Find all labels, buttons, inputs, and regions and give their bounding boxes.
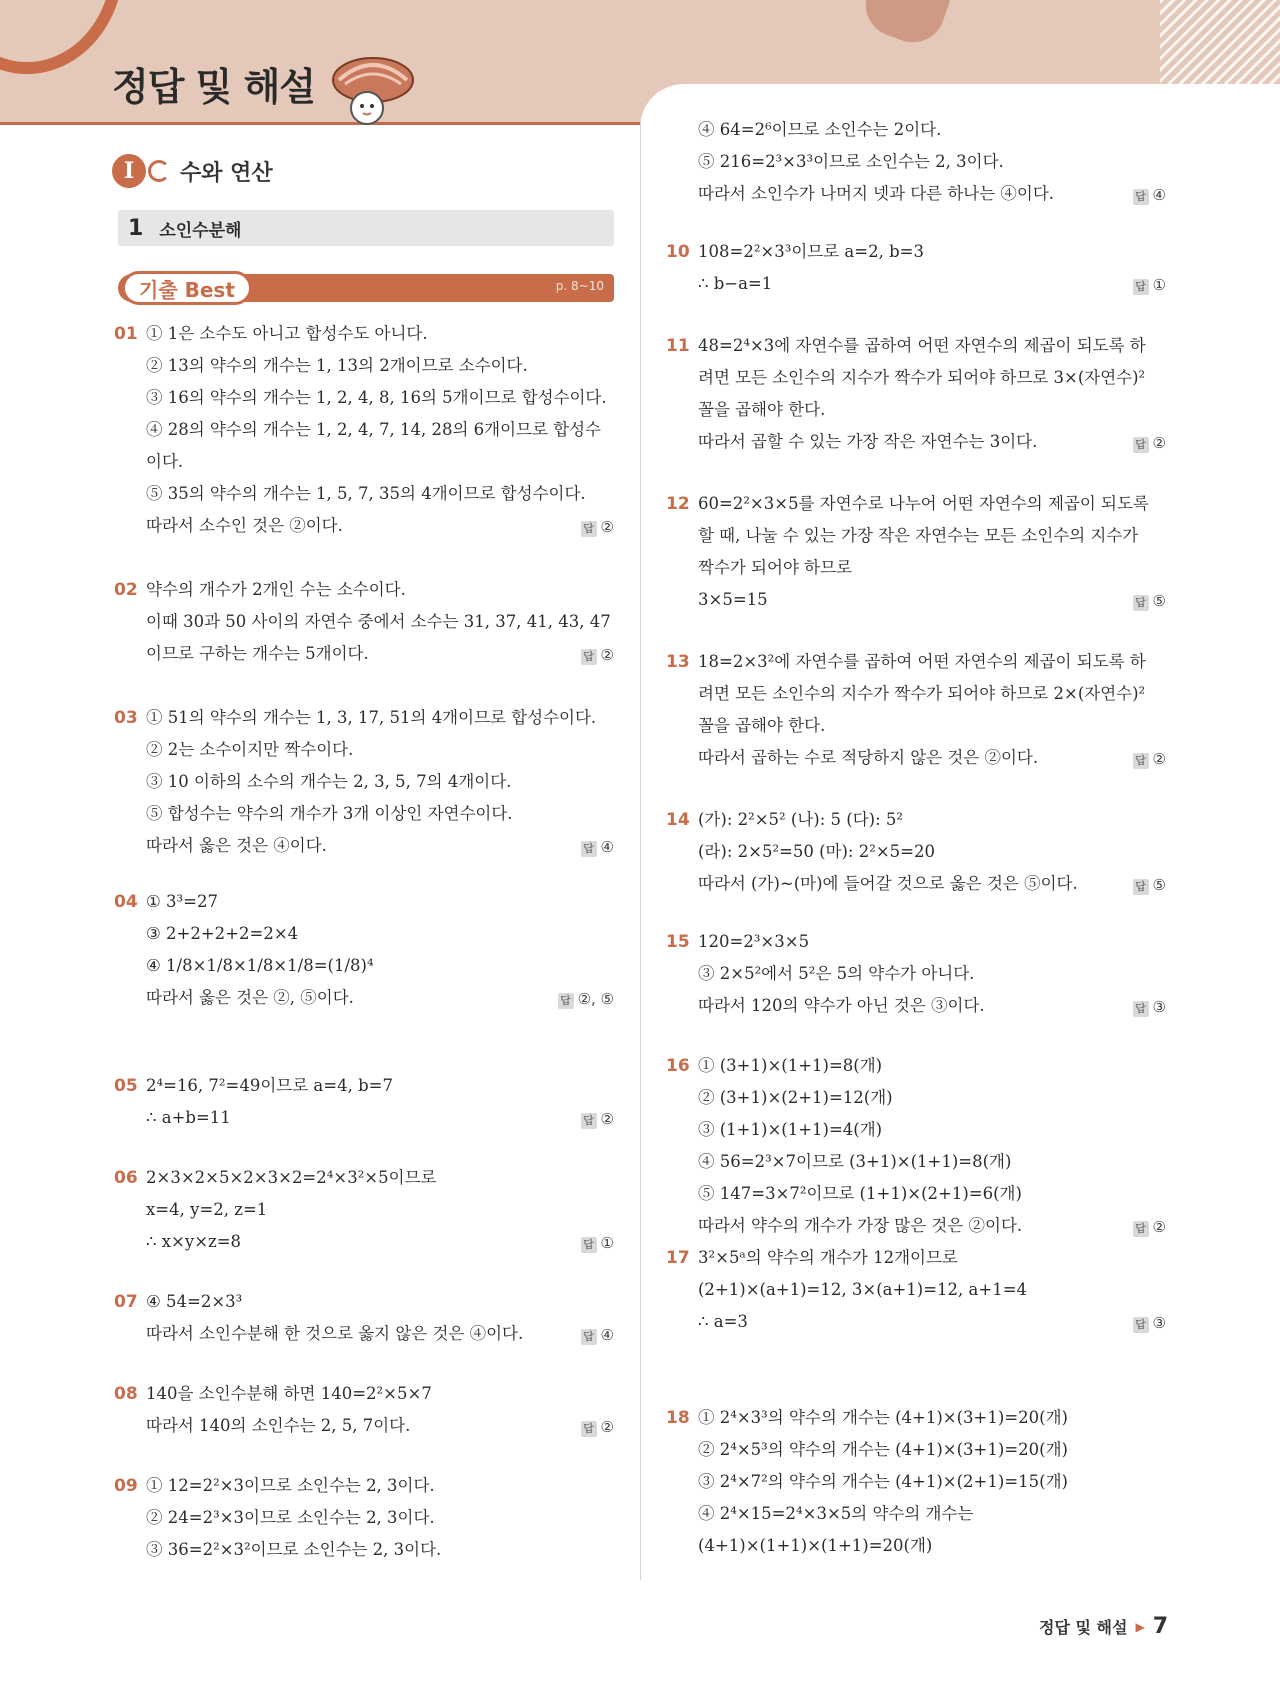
problem-number: 10: [666, 242, 690, 262]
solution-line: ③ 10 이하의 소수의 개수는 2, 3, 5, 7의 4개이다.: [146, 772, 512, 791]
solution-line: ∴ a+b=11: [146, 1108, 231, 1127]
solution-line: 려면 모든 소인수의 지수가 짝수가 되어야 하므로 3×(자연수)²: [698, 368, 1146, 387]
solution-line: ② 13의 약수의 개수는 1, 13의 2개이므로 소수이다.: [146, 356, 528, 375]
chapter-title: 소인수분해: [159, 220, 242, 241]
solution-line: ⑤ 35의 약수의 개수는 1, 5, 7, 35의 4개이므로 합성수이다.: [146, 484, 586, 503]
solution-line: ③ 2⁴×7²의 약수의 개수는 (4+1)×(2+1)=15(개): [698, 1472, 1068, 1491]
solution-line: ④ 54=2×3³: [146, 1292, 243, 1311]
solution-line: ② 2⁴×5³의 약수의 개수는 (4+1)×(3+1)=20(개): [698, 1440, 1068, 1459]
solution-line: ① 2⁴×3³의 약수의 개수는 (4+1)×(3+1)=20(개): [698, 1408, 1068, 1427]
problem-number: 09: [114, 1476, 138, 1496]
solution-line: ⑤ 합성수는 약수의 개수가 3개 이상인 자연수이다.: [146, 804, 513, 823]
problem-14: [666, 804, 1166, 900]
solution-line: ③ 2+2+2+2=2×4: [146, 924, 299, 943]
answer-value: ④: [1152, 186, 1166, 204]
problem-number: 05: [114, 1076, 138, 1096]
solution-line: 2×3×2×5×2×3×2=2⁴×3²×5이므로: [146, 1168, 437, 1187]
answer-value: ②: [1152, 750, 1166, 768]
problem-number: 11: [666, 336, 690, 356]
answer-badge: [581, 518, 614, 537]
answer-badge: [581, 838, 614, 857]
answer-value: ②: [1152, 434, 1166, 452]
chapter-bar: [118, 210, 614, 246]
answer-label: 답: [1133, 753, 1149, 769]
answer-label: 답: [1133, 1001, 1149, 1017]
answer-label: 답: [1133, 189, 1149, 205]
solution-line: 따라서 120의 약수가 아닌 것은 ③이다.: [698, 996, 985, 1015]
solution-line: ① 1은 소수도 아니고 합성수도 아니다.: [146, 324, 428, 343]
solution-line: (라): 2×5²=50 (마): 2²×5=20: [698, 842, 935, 861]
answer-value: ②: [600, 1418, 614, 1436]
problem-12: [666, 488, 1166, 616]
answer-label: 답: [1133, 1317, 1149, 1333]
problem-number: 02: [114, 580, 138, 600]
solution-line: 3×5=15: [698, 590, 768, 609]
answer-label: 답: [1133, 279, 1149, 295]
answer-badge: [581, 1110, 614, 1129]
answer-badge: [1133, 998, 1166, 1017]
solution-line: 이다.: [146, 452, 184, 471]
problem-08: [114, 1378, 614, 1442]
problem-02: [114, 574, 614, 670]
solution-line: 약수의 개수가 2개인 수는 소수이다.: [146, 580, 406, 599]
solution-line: 2⁴=16, 7²=49이므로 a=4, b=7: [146, 1076, 393, 1095]
answer-badge: [581, 1418, 614, 1437]
solution-line: 꼴을 곱해야 한다.: [698, 716, 826, 735]
footer-arrow-icon: ▶: [1135, 1619, 1145, 1634]
solution-line: ② 2는 소수이지만 짝수이다.: [146, 740, 354, 759]
solution-line: ② 24=2³×3이므로 소인수는 2, 3이다.: [146, 1508, 435, 1527]
problem-18: [666, 1402, 1166, 1562]
answer-badge: [1133, 434, 1166, 453]
chapter-number: 1: [128, 215, 144, 241]
answer-label: 답: [1133, 879, 1149, 895]
answer-value: ②: [1152, 1218, 1166, 1236]
problem-number: 13: [666, 652, 690, 672]
solution-line: ③ 36=2²×3²이므로 소인수는 2, 3이다.: [146, 1540, 442, 1559]
solution-line: 따라서 옳은 것은 ④이다.: [146, 836, 327, 855]
solution-line: 48=2⁴×3에 자연수를 곱하여 어떤 자연수의 제곱이 되도록 하: [698, 336, 1146, 355]
answer-value: ③: [1152, 1314, 1166, 1332]
solution-line: x=4, y=2, z=1: [146, 1200, 268, 1219]
answer-badge: [581, 1326, 614, 1345]
answer-value: ①: [1152, 276, 1166, 294]
problem-number: 14: [666, 810, 690, 830]
answer-label: 답: [581, 1329, 597, 1345]
answer-label: 답: [581, 1113, 597, 1129]
solution-line: 짝수가 되어야 하므로: [698, 558, 852, 577]
answer-badge: [1133, 1314, 1166, 1333]
solution-line: (2+1)×(a+1)=12, 3×(a+1)=12, a+1=4: [698, 1280, 1028, 1299]
problem-number: 03: [114, 708, 138, 728]
solution-line: ④ 56=2³×7이므로 (3+1)×(1+1)=8(개): [698, 1152, 1012, 1171]
decorative-stripes: [1160, 0, 1280, 84]
solution-line: (4+1)×(1+1)×(1+1)=20(개): [698, 1536, 933, 1555]
answer-value: ①: [600, 1234, 614, 1252]
problem-07: [114, 1286, 614, 1350]
solution-line: ③ 16의 약수의 개수는 1, 2, 4, 8, 16의 5개이므로 합성수이다.: [146, 388, 607, 407]
problem-09: [114, 1470, 614, 1566]
answer-badge: [1133, 750, 1166, 769]
solution-line: ③ 2×5²에서 5²은 5의 약수가 아니다.: [698, 964, 975, 983]
best-banner: [118, 274, 614, 302]
solution-line: 이므로 구하는 개수는 5개이다.: [146, 644, 369, 663]
answer-value: ④: [600, 838, 614, 856]
solution-line: ∴ a=3: [698, 1312, 748, 1331]
problem-number: 06: [114, 1168, 138, 1188]
problem-06: [114, 1162, 614, 1258]
problem-16: [666, 1050, 1166, 1242]
answer-badge: [1133, 1218, 1166, 1237]
solution-line: 이때 30과 50 사이의 자연수 중에서 소수는 31, 37, 41, 43, 47: [146, 612, 611, 631]
problem-number: 16: [666, 1056, 690, 1076]
unit-title: 수와 연산: [180, 160, 273, 186]
answer-value: ②: [600, 518, 614, 536]
solution-line: 18=2×3²에 자연수를 곱하여 어떤 자연수의 제곱이 되도록 하: [698, 652, 1146, 671]
solution-line: ⑤ 147=3×7²이므로 (1+1)×(2+1)=6(개): [698, 1184, 1022, 1203]
problem-01: [114, 318, 614, 542]
answer-badge: [1133, 876, 1166, 895]
solution-line: 60=2²×3×5를 자연수로 나누어 어떤 자연수의 제곱이 되도록: [698, 494, 1149, 513]
solution-line: 따라서 (가)~(마)에 들어갈 것으로 옳은 것은 ⑤이다.: [698, 874, 1078, 893]
solution-line: ② (3+1)×(2+1)=12(개): [698, 1088, 893, 1107]
answer-badge: [558, 990, 614, 1009]
page-number: 7: [1152, 1614, 1168, 1639]
answer-label: 답: [581, 841, 597, 857]
mascot-icon: [325, 50, 421, 130]
answer-value: ②: [600, 646, 614, 664]
unit-hook-icon: [148, 160, 170, 182]
page-title: 정답 및 해설: [112, 65, 315, 109]
problem-11: [666, 330, 1166, 458]
solution-line: 따라서 옳은 것은 ②, ⑤이다.: [146, 988, 354, 1007]
problem-number: 04: [114, 892, 138, 912]
answer-badge: [1133, 186, 1166, 205]
problem-05: [114, 1070, 614, 1134]
answer-label: 답: [581, 1237, 597, 1253]
answer-value: ⑤: [1152, 876, 1166, 894]
header-rule: [0, 122, 640, 125]
solution-line: 따라서 곱할 수 있는 가장 작은 자연수는 3이다.: [698, 432, 1038, 451]
solution-line: 140을 소인수분해 하면 140=2²×5×7: [146, 1384, 432, 1403]
answer-badge: [1133, 276, 1166, 295]
answer-value: ③: [1152, 998, 1166, 1016]
best-label: 기출 Best: [122, 271, 252, 305]
answer-label: 답: [1133, 595, 1149, 611]
solution-line: ① 3³=27: [146, 892, 218, 911]
problem-number: 07: [114, 1292, 138, 1312]
problem-number: 18: [666, 1408, 690, 1428]
problem-10: [666, 236, 1166, 300]
solution-line: ④ 28의 약수의 개수는 1, 2, 4, 7, 14, 28의 6개이므로 합성수: [146, 420, 601, 439]
answer-label: 답: [581, 649, 597, 665]
problem-13: [666, 646, 1166, 774]
solution-line: ④ 1/8×1/8×1/8×1/8=(1/8)⁴: [146, 956, 374, 975]
solution-line: 려면 모든 소인수의 지수가 짝수가 되어야 하므로 2×(자연수)²: [698, 684, 1146, 703]
answer-badge: [1133, 592, 1166, 611]
solution-line: 따라서 약수의 개수가 가장 많은 것은 ②이다.: [698, 1216, 1023, 1235]
answer-label: 답: [581, 1421, 597, 1437]
solution-line: (가): 2²×5² (나): 5 (다): 5²: [698, 810, 904, 829]
problem-03: [114, 702, 614, 862]
problem-number: 17: [666, 1248, 690, 1268]
solution-line: ④ 2⁴×15=2⁴×3×5의 약수의 개수는: [698, 1504, 974, 1523]
page-footer: [1039, 1614, 1168, 1639]
problem-15: [666, 926, 1166, 1022]
footer-label: 정답 및 해설: [1039, 1618, 1128, 1637]
answer-value: ④: [600, 1326, 614, 1344]
problem-cont: [666, 114, 1166, 210]
solution-line: 3²×5ᵃ의 약수의 개수가 12개이므로: [698, 1248, 958, 1267]
best-pages: p. 8~10: [555, 279, 604, 293]
problem-number: 12: [666, 494, 690, 514]
answer-label: 답: [1133, 1221, 1149, 1237]
solution-line: 따라서 소인수가 나머지 넷과 다른 하나는 ④이다.: [698, 184, 1055, 203]
solution-line: 꼴을 곱해야 한다.: [698, 400, 826, 419]
solution-line: 따라서 소수인 것은 ②이다.: [146, 516, 343, 535]
problem-number: 01: [114, 324, 138, 344]
problem-number: 15: [666, 932, 690, 952]
answer-badge: [581, 1234, 614, 1253]
problem-17: [666, 1242, 1166, 1338]
solution-line: 108=2²×3³이므로 a=2, b=3: [698, 242, 924, 261]
answer-label: 답: [581, 521, 597, 537]
answer-badge: [581, 646, 614, 665]
unit-numeral-badge: I: [112, 154, 146, 188]
solution-line: 따라서 140의 소인수는 2, 5, 7이다.: [146, 1416, 411, 1435]
solution-line: ① (3+1)×(1+1)=8(개): [698, 1056, 883, 1075]
answer-value: ⑤: [1152, 592, 1166, 610]
solution-line: ∴ x×y×z=8: [146, 1232, 242, 1251]
solution-line: 120=2³×3×5: [698, 932, 810, 951]
solution-line: ① 12=2²×3이므로 소인수는 2, 3이다.: [146, 1476, 435, 1495]
solution-line: ④ 64=2⁶이므로 소인수는 2이다.: [698, 120, 942, 139]
solution-line: 따라서 소인수분해 한 것으로 옳지 않은 것은 ④이다.: [146, 1324, 524, 1343]
problem-number: 08: [114, 1384, 138, 1404]
solution-line: ① 51의 약수의 개수는 1, 3, 17, 51의 4개이므로 합성수이다.: [146, 708, 597, 727]
solution-line: ⑤ 216=2³×3³이므로 소인수는 2, 3이다.: [698, 152, 1004, 171]
column-divider: [640, 120, 641, 1580]
answer-value: ②, ⑤: [577, 990, 614, 1008]
answer-label: 답: [1133, 437, 1149, 453]
solution-line: 할 때, 나눌 수 있는 가장 작은 자연수는 모든 소인수의 지수가: [698, 526, 1139, 545]
solution-line: ③ (1+1)×(1+1)=4(개): [698, 1120, 883, 1139]
solution-line: 따라서 곱하는 수로 적당하지 않은 것은 ②이다.: [698, 748, 1039, 767]
answer-label: 답: [558, 993, 574, 1009]
unit-heading: [112, 154, 273, 188]
solution-line: ∴ b−a=1: [698, 274, 773, 293]
answer-value: ②: [600, 1110, 614, 1128]
problem-04: [114, 886, 614, 1014]
